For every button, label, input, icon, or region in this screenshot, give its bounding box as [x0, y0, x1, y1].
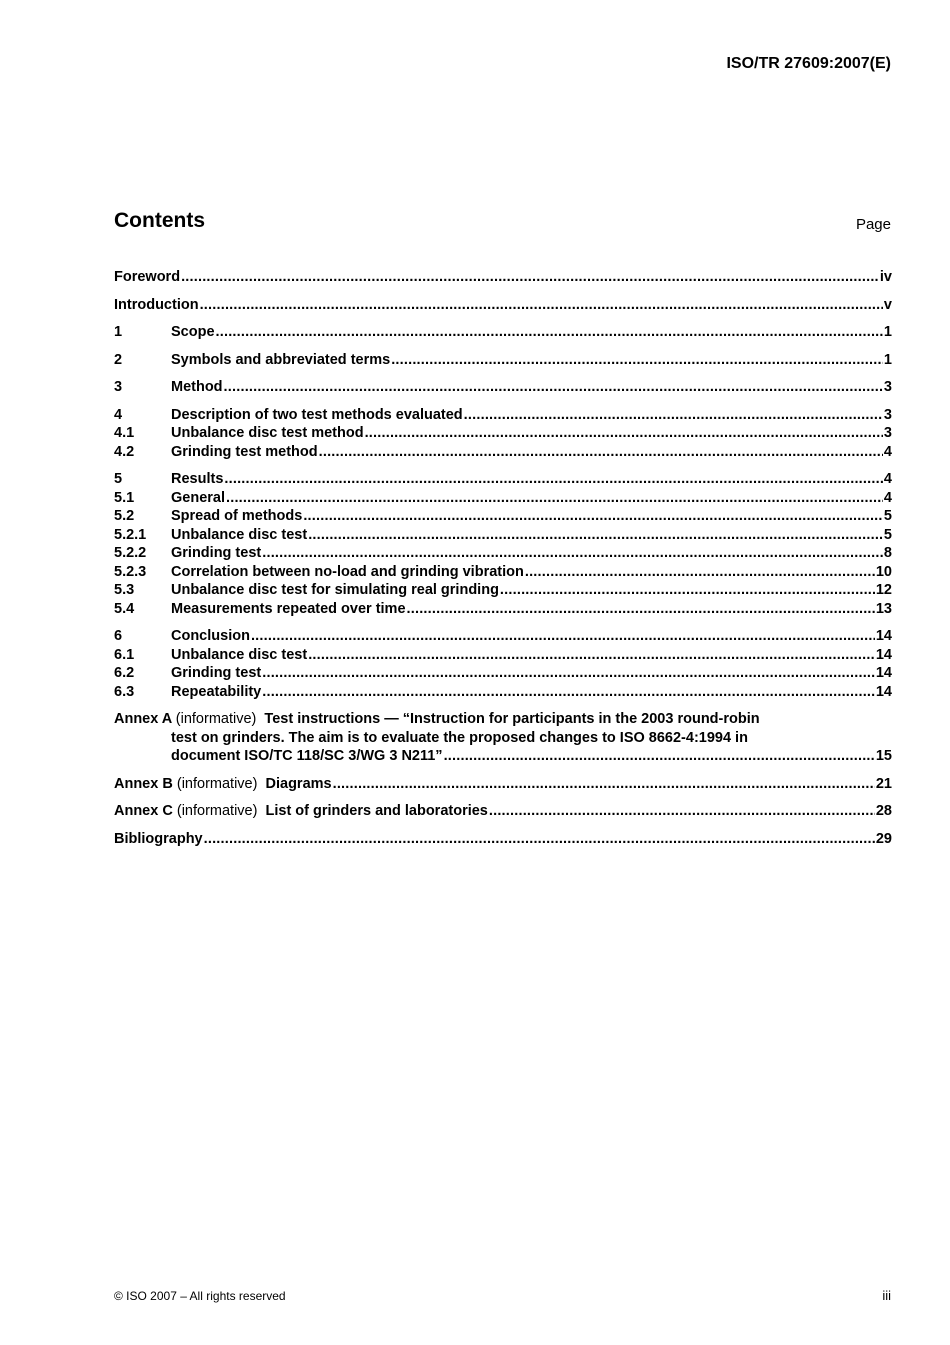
toc-entry-page: 3	[883, 425, 892, 441]
toc-entry-page: 14	[875, 646, 892, 663]
toc-entry-number: 5.1	[114, 489, 135, 506]
toc-entry-title: Grinding test	[171, 545, 262, 561]
toc-entry-5[interactable]	[114, 470, 892, 489]
toc-entry-5-3[interactable]	[114, 581, 892, 600]
toc-entry-number: 6.2	[114, 665, 135, 681]
toc-entry-number: 5.3	[114, 582, 135, 598]
annex-title-line-3: document ISO/TC 118/SC 3/WG 3 N211”	[171, 748, 443, 764]
annex-a-heading	[114, 710, 892, 729]
toc-entry-4-2[interactable]	[114, 443, 892, 462]
toc-entry-page: 21	[875, 775, 892, 792]
toc-entry-title: Repeatability	[171, 683, 262, 700]
toc-entry-page: 14	[875, 683, 892, 700]
toc-entry-page: 4	[883, 443, 892, 460]
toc-entry-number: 5.2	[114, 508, 135, 524]
toc-entry-number: 6	[114, 628, 123, 644]
toc-entry-bibliography[interactable]	[114, 830, 892, 849]
toc-entry-title: Spread of methods	[171, 508, 303, 524]
toc-entry-title: Introduction	[114, 296, 199, 313]
annex-title-line-2: test on grinders. The aim is to evaluate the proposed changes to ISO 8662-4:1994 in	[171, 729, 748, 746]
toc-entry-page: 5	[883, 508, 892, 524]
toc-entry-annex-a[interactable]	[114, 710, 892, 766]
toc-entry-1[interactable]	[114, 323, 892, 342]
toc-entry-page: 1	[883, 324, 892, 340]
page-number: iii	[882, 1288, 891, 1303]
toc-entry-title: Grinding test	[171, 665, 262, 681]
toc-entry-number: 4	[114, 406, 123, 423]
toc-entry-title: Description of two test methods evaluated	[171, 406, 463, 423]
toc-entry-number: 6.1	[114, 646, 135, 663]
toc-entry-number: 5.2.1	[114, 526, 147, 543]
toc-entry-number: 4.1	[114, 425, 135, 441]
toc-entry-page: 4	[883, 489, 892, 506]
annex-title: List of grinders and laboratories	[265, 803, 488, 819]
toc-entry-page: 12	[875, 582, 892, 598]
annex-type: (informative)	[176, 775, 258, 792]
toc-entry-title: Scope	[171, 324, 215, 340]
page-column-label: Page	[855, 216, 891, 233]
toc-entry-page: iv	[879, 269, 892, 285]
toc-entry-5-2-2[interactable]	[114, 544, 892, 563]
annex-title-line-1: Test instructions — “Instruction for participants in the 2003 round-robin	[264, 711, 760, 727]
toc-entry-page: 14	[875, 665, 892, 681]
toc-entry-title: Grinding test method	[171, 443, 318, 460]
toc-entry-number: 5.4	[114, 600, 135, 617]
toc-entry-foreword[interactable]	[114, 268, 892, 287]
toc-entry-title: General	[171, 489, 225, 506]
annex-label: Annex A	[114, 711, 172, 727]
contents-heading: Contents	[114, 209, 205, 232]
toc-entry-title: Symbols and abbreviated terms	[171, 351, 391, 368]
toc-entry-5-2-3[interactable]	[114, 563, 892, 582]
annex-title: Diagrams	[265, 775, 332, 792]
toc-entry-title: Bibliography	[114, 830, 203, 847]
toc-entry-5-1[interactable]	[114, 489, 892, 508]
toc-entry-page: 10	[875, 563, 892, 580]
toc-entry-page: 29	[875, 830, 892, 847]
toc-entry-2[interactable]	[114, 351, 892, 370]
toc-entry-number: 1	[114, 324, 123, 340]
copyright-notice: © ISO 2007 – All rights reserved	[114, 1289, 286, 1303]
toc-entry-6-2[interactable]	[114, 664, 892, 683]
toc-entry-page: 8	[883, 545, 892, 561]
toc-entry-page: 4	[883, 471, 892, 487]
toc-entry-page: 14	[875, 628, 892, 644]
toc-entry-4-1[interactable]	[114, 424, 892, 443]
toc-entry-annex-c[interactable]	[114, 802, 892, 821]
toc-entry-6-3[interactable]	[114, 683, 892, 702]
toc-entry-number: 4.2	[114, 443, 135, 460]
toc-entry-annex-b[interactable]	[114, 775, 892, 794]
toc-entry-number: 3	[114, 379, 123, 395]
toc-entry-title: Unbalance disc test method	[171, 425, 364, 441]
toc-entry-title: Unbalance disc test	[171, 526, 308, 543]
toc-entry-6[interactable]	[114, 627, 892, 646]
toc-entry-3[interactable]	[114, 378, 892, 397]
toc-entry-number: 5.2.2	[114, 545, 147, 561]
toc-entry-title: Conclusion	[171, 628, 250, 644]
toc-entry-number: 5	[114, 471, 123, 487]
toc-entry-title: Foreword	[114, 269, 181, 285]
toc-entry-number: 5.2.3	[114, 563, 147, 580]
toc-entry-page: 1	[883, 351, 892, 368]
toc-entry-page: 15	[875, 748, 892, 764]
toc-entry-number: 6.3	[114, 683, 135, 700]
toc-entry-title: Correlation between no-load and grinding vibration	[171, 563, 524, 580]
annex-a-last-line	[114, 747, 892, 766]
toc-entry-title: Results	[171, 471, 224, 487]
toc-entry-6-1[interactable]	[114, 646, 892, 665]
toc-entry-title: Unbalance disc test for simulating real grinding	[171, 582, 499, 598]
toc-entry-4[interactable]	[114, 406, 892, 425]
table-of-contents	[114, 268, 892, 857]
toc-entry-title: Measurements repeated over time	[171, 600, 406, 617]
toc-entry-introduction[interactable]	[114, 296, 892, 315]
annex-type: (informative)	[176, 803, 258, 819]
toc-entry-5-4[interactable]	[114, 600, 892, 619]
toc-entry-title: Method	[171, 379, 223, 395]
toc-entry-5-2[interactable]	[114, 507, 892, 526]
toc-entry-number: 2	[114, 351, 123, 368]
toc-entry-page: 13	[875, 600, 892, 617]
toc-entry-title: Unbalance disc test	[171, 646, 308, 663]
toc-entry-page: 3	[883, 406, 892, 423]
toc-entry-page: 5	[883, 526, 892, 543]
document-id: ISO/TR 27609:2007(E)	[726, 55, 891, 72]
toc-entry-5-2-1[interactable]	[114, 526, 892, 545]
toc-entry-page: 3	[883, 379, 892, 395]
annex-label: Annex B	[114, 775, 173, 792]
annex-label: Annex C	[114, 803, 173, 819]
toc-entry-page: 28	[875, 803, 892, 819]
annex-type: (informative)	[175, 711, 257, 727]
toc-entry-page: v	[883, 296, 892, 313]
